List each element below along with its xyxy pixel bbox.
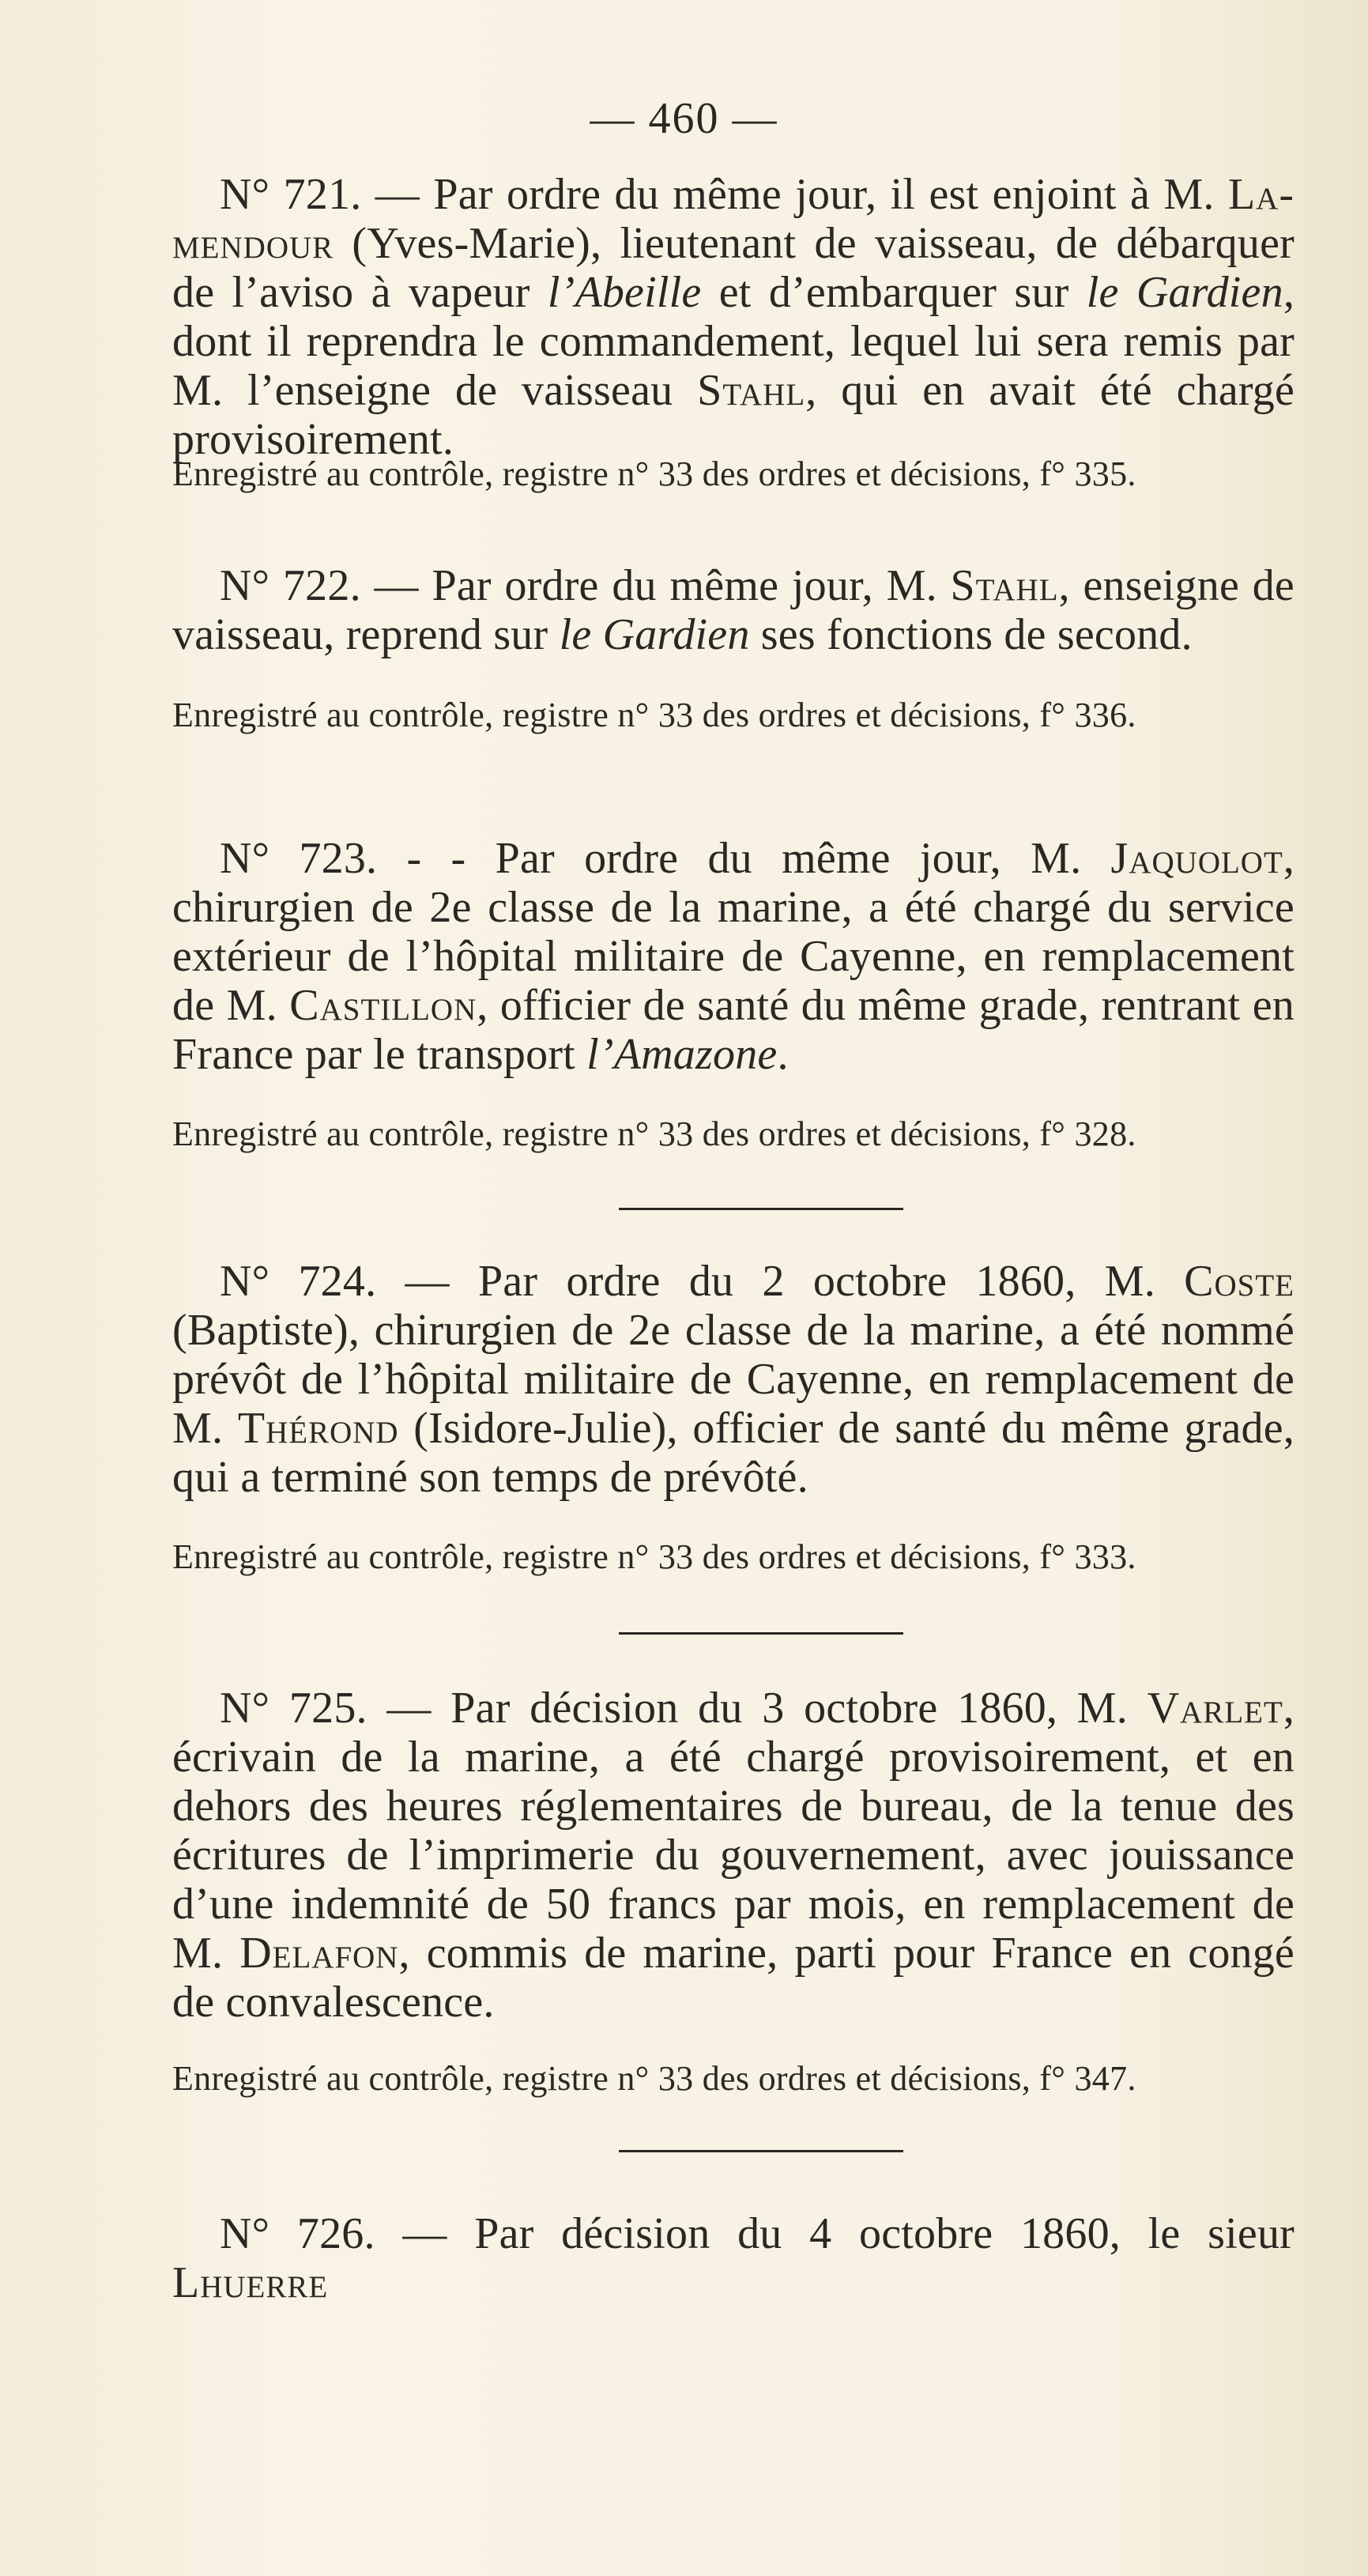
- entry-723: [172, 834, 1295, 1079]
- entry-number: N° 721.: [220, 170, 362, 219]
- ship-name: l’Amazone: [586, 1030, 778, 1079]
- person-name: Stahl: [950, 561, 1059, 610]
- entry-text: N° 722. — Par ordre du même jour, M. Stahl, enseigne de vaisseau, reprend sur le Gardien ses fonctions de second.: [172, 561, 1295, 659]
- entry-number: N° 725.: [220, 1684, 367, 1733]
- entry-724: [172, 1257, 1295, 1502]
- person-name: Varlet: [1147, 1684, 1283, 1733]
- registration-note: Enregistré au contrôle, registre n° 33 des ordres et décisions, f° 347.: [172, 2059, 1136, 2098]
- entry-text: N° 723. - - Par ordre du même jour, M. Jaquolot, chirurgien de 2e classe de la marine, a été chargé du service extérieur de l’hôpital militaire de Cayenne, en remplacement de M. Castillon, officier de santé du même grade, rentrant en France par le transport l’Amazone.: [172, 834, 1295, 1079]
- person-name: Lhuerre: [172, 2258, 329, 2307]
- registration-note: Enregistré au contrôle, registre n° 33 des ordres et décisions, f° 333.: [172, 1537, 1136, 1576]
- entry-722: [172, 561, 1295, 659]
- page-number: — 460 —: [590, 94, 778, 143]
- section-divider: [619, 1208, 903, 1210]
- ship-name: le Gardien: [1086, 268, 1283, 317]
- registration-note: Enregistré au contrôle, registre n° 33 des ordres et décisions, f° 335.: [172, 454, 1136, 493]
- person-name: Delafon: [239, 1929, 399, 1978]
- person-name: Jaquolot: [1110, 834, 1283, 883]
- entry-text: N° 726. — Par décision du 4 octobre 1860, le sieur Lhuerre: [172, 2209, 1295, 2307]
- registration-note: Enregistré au contrôle, registre n° 33 des ordres et décisions, f° 328.: [172, 1115, 1136, 1153]
- person-name: Coste: [1184, 1257, 1295, 1306]
- entry-number: N° 726.: [220, 2209, 375, 2258]
- entry-number: N° 722.: [220, 561, 361, 610]
- entry-number: N° 723.: [220, 834, 378, 883]
- section-divider: [619, 1632, 903, 1635]
- person-name: Thérond: [237, 1404, 399, 1453]
- entry-725: [172, 1684, 1295, 2027]
- entry-726: [172, 2209, 1295, 2307]
- entry-text: N° 725. — Par décision du 3 octobre 1860, M. Varlet, écrivain de la marine, a été chargé provisoirement, et en dehors des heures réglementaires de bureau, de la tenue des écritures de l’imprimerie du gouvernement, avec jouissance d’une indemnité de 50 francs par mois, en remplacement de M. Delafon, commis de marine, parti pour France en congé de convalescence.: [172, 1684, 1295, 2027]
- person-name: La-mendour: [172, 170, 1295, 268]
- entry-number: N° 724.: [220, 1257, 377, 1306]
- entry-text: N° 724. — Par ordre du 2 octobre 1860, M. Coste (Baptiste), chirurgien de 2e classe de la marine, a été nommé prévôt de l’hôpital militaire de Cayenne, en remplacement de M. Thérond (Isidore-Julie), officier de santé du même grade, qui a terminé son temps de prévôté.: [172, 1257, 1295, 1502]
- registration-note: Enregistré au contrôle, registre n° 33 des ordres et décisions, f° 336.: [172, 696, 1136, 734]
- entry-721: [172, 170, 1295, 464]
- entry-text: N° 721. — Par ordre du même jour, il est enjoint à M. La-mendour (Yves-Marie), lieutenant de vaisseau, de débarquer de l’aviso à vapeur l’Abeille et d’embarquer sur le Gardien, dont il reprendra le commandement, lequel lui sera remis par M. l’enseigne de vaisseau Stahl, qui en avait été chargé provisoirement.: [172, 170, 1295, 464]
- ship-name: le Gardien: [559, 610, 750, 659]
- person-name: Stahl: [697, 366, 806, 415]
- person-name: Castillon: [289, 981, 477, 1030]
- section-divider: [619, 2150, 903, 2152]
- ship-name: l’Abeille: [547, 268, 702, 317]
